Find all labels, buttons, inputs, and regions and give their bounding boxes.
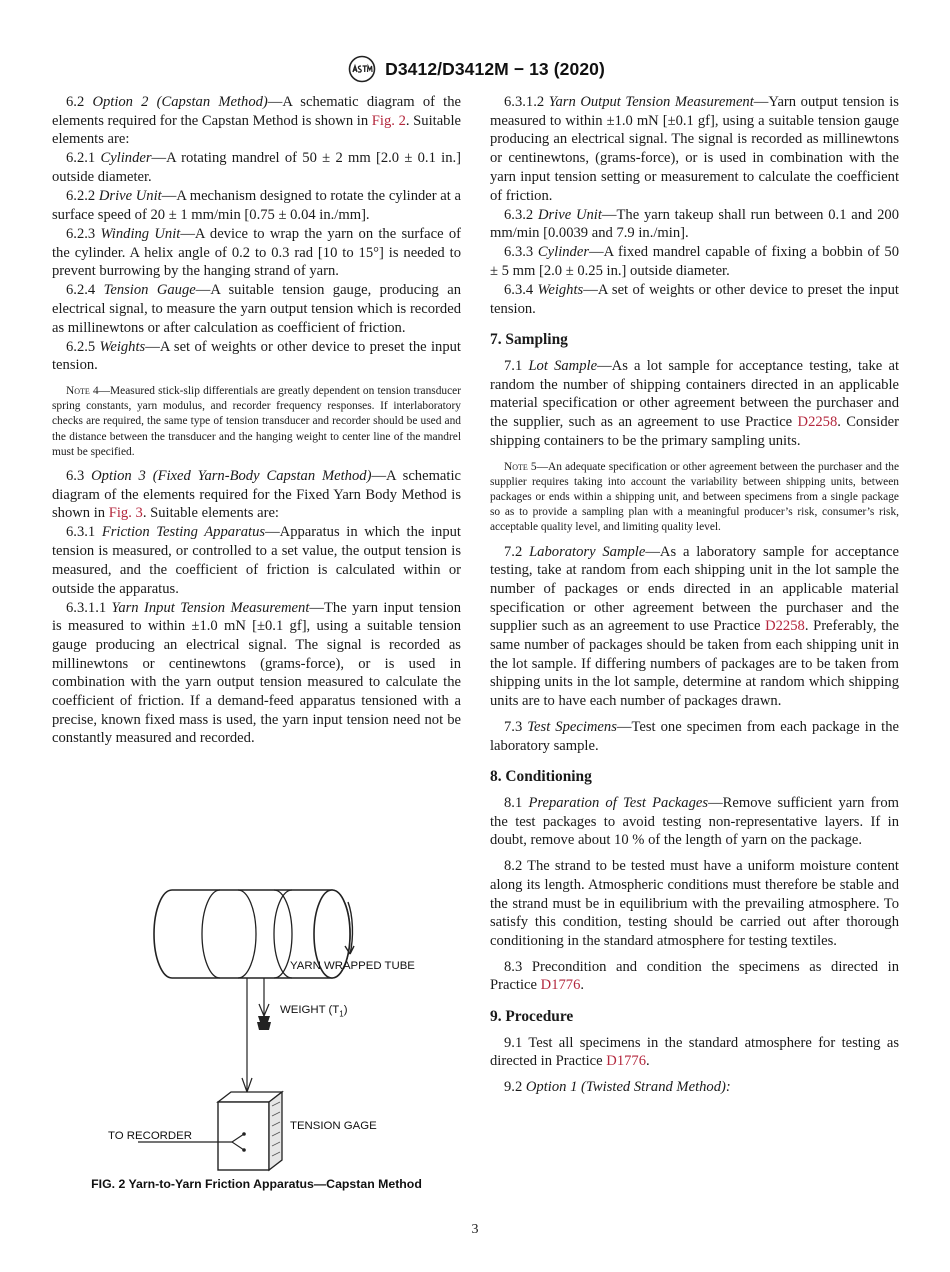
- note-5: Note 5—An adequate specification or other agreement between the purchaser and the supplier requires taking into account the variability between shipping units, between packages or ends within a shipping unit, and between specimens from a single package so as to provide a sampling plan with a meaningful producer’s risk, consumer’s risk, acceptable quality level, and limiting quality level.: [490, 460, 900, 534]
- paragraph-6-2-2: 6.2.2 Drive Unit—A mechanism designed to rotate the cylinder at a surface speed of 20 ± 1 mm/min [0.75 ± 0.04 in./mm].: [52, 188, 461, 223]
- label-tension-gage: TENSION GAGE: [290, 1120, 377, 1132]
- paragraph-7-3: 7.3 Test Specimens—Test one specimen from each package in the laboratory sample.: [490, 718, 899, 754]
- paragraph-6-3: 6.3 Option 3 (Fixed Yarn-Body Capstan Method)—A schematic diagram of the elements required for the Fixed Yarn Body Method is shown in Fig. 3. Suitable elements are:: [52, 468, 461, 522]
- label-weight: WEIGHT $(T_1)$: [280, 1004, 348, 1019]
- paragraph-6-2-4: 6.2.4 Tension Gauge—A suitable tension gauge, producing an electrical signal, to measure the yarn output tension which is recorded as millinewtons or after calculation as coefficient of friction.: [52, 282, 461, 336]
- paragraph-6-2-5: 6.2.5 Weights—A set of weights or other device to preset the input tension.: [52, 338, 461, 374]
- tension-gage-box: [218, 1102, 269, 1170]
- d2258-link[interactable]: D2258: [797, 414, 838, 431]
- section-heading-sampling: 7. Sampling: [490, 331, 568, 349]
- page-number: 3: [471, 1222, 479, 1237]
- paragraph-6-3-1-1: 6.3.1.1 Yarn Input Tension Measurement—The yarn input tension is measured to within ±1.0 mN [±0.1 gf], using a suitable tension gauge producing an electrical signal. The signal is recorded as millinewtons or centinewtons (grams-force), or is used in combination with the yarn output tension measured to calculate the coefficient of friction. If a demand-feed apparatus tensioned with a precise, known fixed mass is used, the yarn input tension need not be constantly measured and recorded.: [52, 599, 461, 747]
- paragraph-6-2-1: 6.2.1 Cylinder—A rotating mandrel of 50 ± 2 mm [2.0 ± 0.1 in.] outside diameter.: [52, 150, 462, 186]
- note-4: Note 4—Measured stick-slip differentials are greatly dependent on tension transducer spring constants, yarn modulus, and recorder frequency responses. If interlaboratory checks are required, the same type of tension transducer and recorder should be used and the distance between the transducer and the hanging weight to center line of the mandrel must be specified.: [52, 385, 461, 458]
- paragraph-7-1: 7.1 Lot Sample—As a lot sample for acceptance testing, take at random the number of shipping containers directed in an applicable material specification or other agreement between the purchaser and the supplier, such as an agreement to use Practice D2258. Consider shipping containers to be the primary sampling units.: [490, 358, 900, 449]
- paragraph-9-2: 9.2 Option 1 (Twisted Strand Method):: [504, 1079, 731, 1096]
- paragraph-8-1: 8.1 Preparation of Test Packages—Remove sufficient yarn from the test packages to avoid testing non-representative layers. If in doubt, remove about 10 % of the length of yarn on the package.: [490, 795, 899, 849]
- right-column: [490, 93, 899, 1097]
- paragraph-8-3: 8.3 Precondition and condition the specimens as directed in Practice D1776.: [490, 958, 899, 994]
- weight-icon: [257, 1016, 271, 1030]
- fig-2-link[interactable]: Fig. 2: [371, 112, 406, 129]
- d1776-link[interactable]: D1776: [606, 1053, 647, 1070]
- paragraph-8-2: 8.2 The strand to be tested must have a uniform moisture content along its length. Atmospheric conditions must therefore be stable and the strand must be in equilibrium with the prevailing atmosphere. To satisfy this condition, testing should be carried out after thorough conditioning in the standard atmosphere for testing textiles.: [490, 858, 899, 949]
- section-heading-conditioning: 8. Conditioning: [490, 768, 592, 786]
- section-heading-procedure: 9. Procedure: [490, 1008, 574, 1026]
- gage-side: [269, 1092, 282, 1170]
- page-header: [0, 54, 950, 84]
- paragraph-6-3-4: 6.3.4 Weights—A set of weights or other device to preset the input tension.: [490, 281, 899, 317]
- paragraph-6-2-3: 6.2.3 Winding Unit—A device to wrap the yarn on the surface of the cylinder. A helix angle of 0.2 to 0.3 rad [10 to 15°] is needed to prevent burrowing by the hanging strand of yarn.: [52, 225, 461, 280]
- figure-caption: FIG. 2 Yarn-to-Yarn Friction Apparatus—Capstan Method: [91, 1177, 422, 1191]
- label-to-recorder: TO RECORDER: [108, 1130, 192, 1142]
- paragraph-6-2: 6.2 Option 2 (Capstan Method)—A schematic diagram of the elements required for the Capstan Method is shown in Fig. 2. Suitable elements are:: [52, 94, 462, 148]
- paragraph-6-3-1: 6.3.1 Friction Testing Apparatus—Apparatus in which the input tension is measured, or controlled to a set value, the output tension is measured, and the coefficient of friction is calculated within or outside the apparatus.: [52, 524, 461, 597]
- d1776-link[interactable]: D1776: [540, 977, 581, 994]
- d2258-link[interactable]: D2258: [765, 618, 805, 635]
- figure-2: [52, 880, 461, 1200]
- document-id: D3412/D3412M − 13 (2020): [385, 58, 605, 79]
- fig-3-link[interactable]: Fig. 3: [108, 505, 143, 522]
- paragraph-6-3-1-2: 6.3.1.2 Yarn Output Tension Measurement—Yarn output tension is measured to within ±1.0 mN [±0.1 gf], using a suitable tension gauge producing an electrical signal. The signal is recorded as millinewtons or centinewtons, (grams-force), or is used in combination with the yarn input tension setting or measurement to calculate the coefficient of friction.: [490, 94, 899, 204]
- paragraph-7-2: 7.2 Laboratory Sample—As a laboratory sample for acceptance testing, take at random from each shipping unit in the lot sample the number of packages or ends directed in an applicable material specification or other agreement between the purchaser and the supplier such as an agreement to use Practice D2258. Preferably, the same number of packages should be taken from each shipping unit in the lot sample. If differing numbers of packages are to be taken from shipping units in the lot sample, determine at random which shipping units are to have each number of packages drawn.: [490, 543, 899, 710]
- paragraph-6-3-2: 6.3.2 Drive Unit—The yarn takeup shall run between 0.1 and 200 mm/min [0.0039 and 7.9 in./min].: [490, 206, 899, 242]
- paragraph-6-3-3: 6.3.3 Cylinder—A fixed mandrel capable of fixing a bobbin of 50 ± 5 mm [2.0 ± 0.25 in.] outside diameter.: [490, 244, 899, 279]
- paragraph-9-1: 9.1 Test all specimens in the standard atmosphere for testing as directed in Practice D1776.: [490, 1034, 899, 1070]
- label-yarn-wrapped-tube: YARN WRAPPED TUBE: [290, 960, 415, 972]
- left-column: [52, 93, 461, 748]
- astm-logo-icon: [345, 55, 379, 83]
